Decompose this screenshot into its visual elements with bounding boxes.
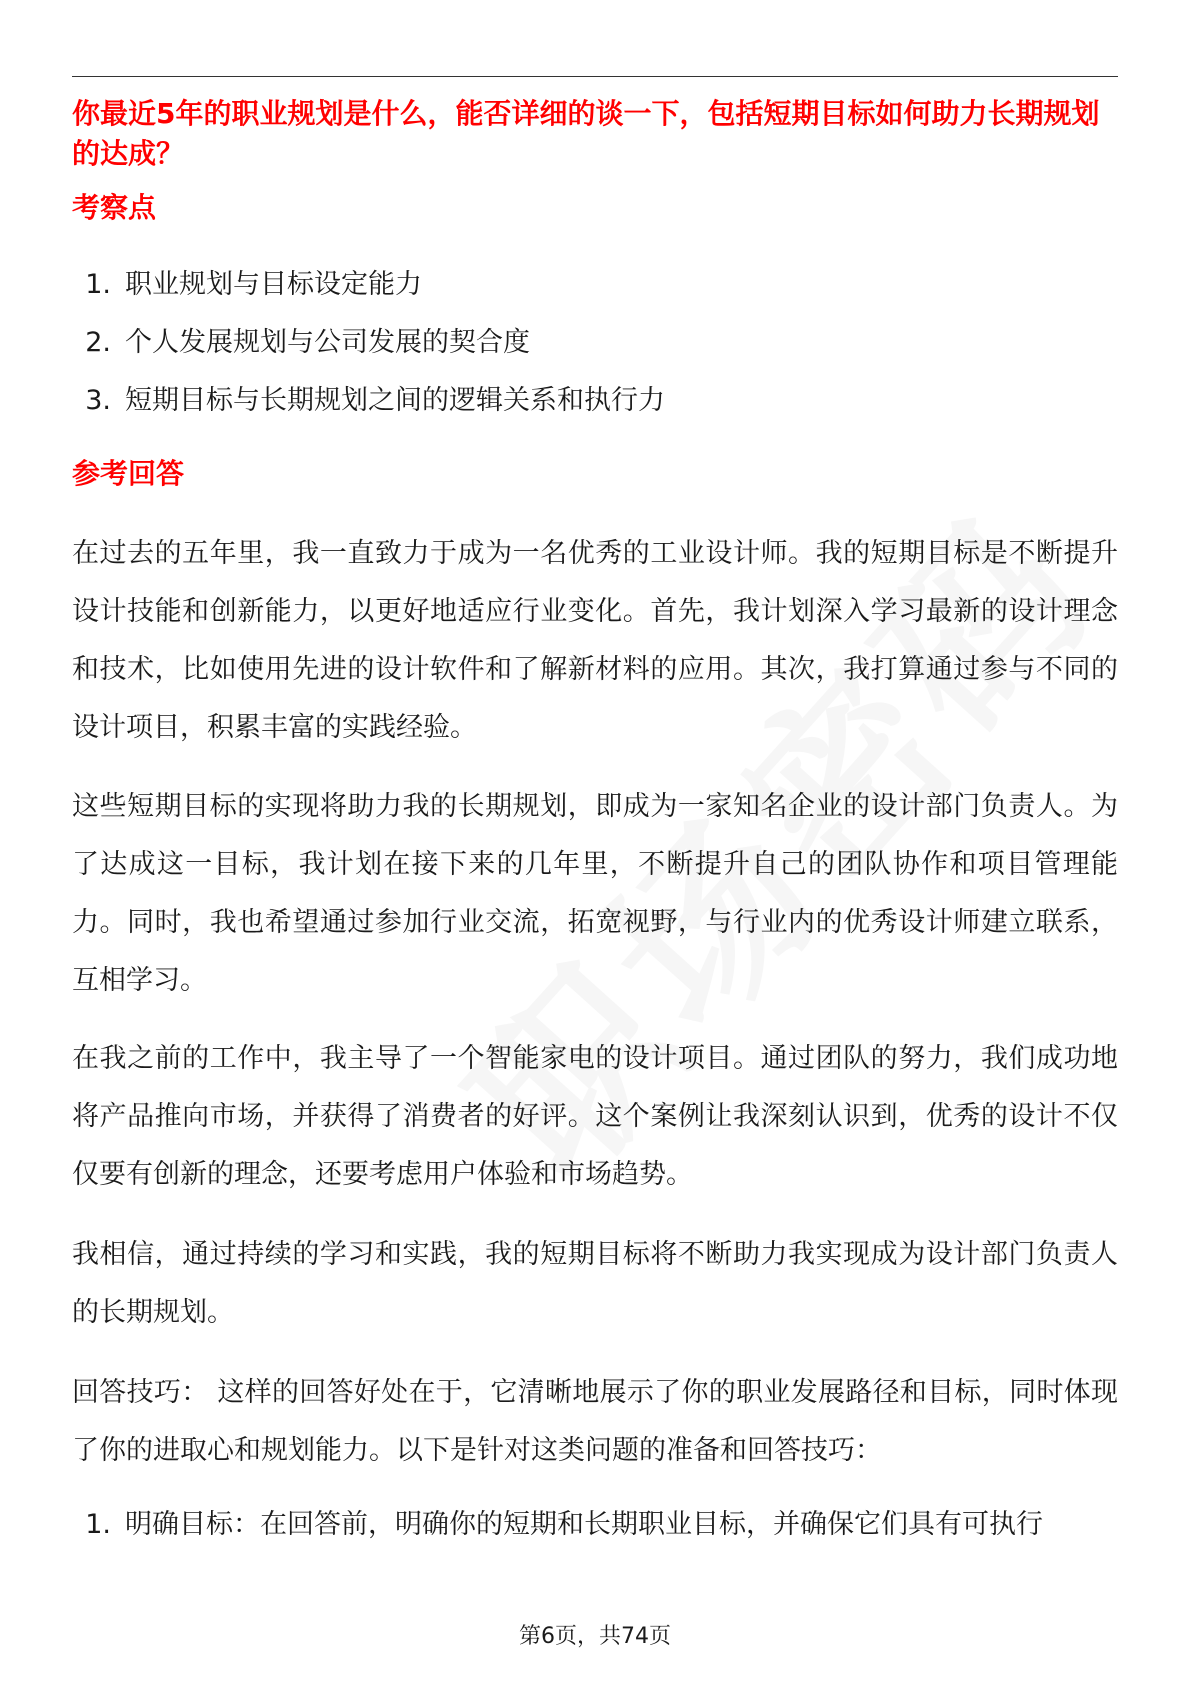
list-item (72, 266, 1118, 324)
list-item-number: 1. (85, 269, 111, 300)
section-heading-cankao: 参考回答 (72, 457, 185, 490)
list-item-number: 3. (85, 385, 111, 416)
page-footer: 第6页，共74页 (519, 1624, 671, 1649)
tips-list (72, 1506, 1118, 1546)
list-item-number: 1. (85, 1509, 111, 1540)
list-item-number: 2. (85, 327, 111, 358)
answer-paragraph-4: 我相信，通过持续的学习和实践，我的短期目标将不断助力我实现成为设计部门负责人的长期规划。 (72, 1239, 1118, 1328)
answer-paragraph-2: 这些短期目标的实现将助力我的长期规划，即成为一家知名企业的设计部门负责人。为了达成这一目标，我计划在接下来的几年里，不断提升自己的团队协作和项目管理能力。同时，我也希望通过参加行业交流，拓宽视野，与行业内的优秀设计师建立联系，互相学习。 (72, 791, 1118, 996)
answer-paragraph-3: 在我之前的工作中，我主导了一个智能家电的设计项目。通过团队的努力，我们成功地将产品推向市场，并获得了消费者的好评。这个案例让我深刻认识到，优秀的设计不仅仅要有创新的理念，还要考虑用户体验和市场趋势。 (72, 1043, 1118, 1190)
document-page (72, 0, 1118, 1684)
top-divider (72, 76, 1118, 77)
list-item-text: 职业规划与目标设定能力 (125, 269, 422, 300)
list-item-text: 明确目标：在回答前，明确你的短期和长期职业目标，并确保它们具有可执行 (125, 1509, 1043, 1540)
list-item-text: 短期目标与长期规划之间的逻辑关系和执行力 (125, 385, 665, 416)
list-item (72, 1506, 1118, 1546)
evaluation-points-list (72, 266, 1118, 440)
list-item (72, 382, 1118, 440)
answer-paragraph-1: 在过去的五年里，我一直致力于成为一名优秀的工业设计师。我的短期目标是不断提升设计技能和创新能力，以更好地适应行业变化。首先，我计划深入学习最新的设计理念和技术，比如使用先进的设计软件和了解新材料的应用。其次，我打算通过参与不同的设计项目，积累丰富的实践经验。 (72, 538, 1118, 743)
question-title: 你最近5年的职业规划是什么，能否详细的谈一下，包括短期目标如何助力长期规划的达成？ (72, 97, 1100, 170)
answer-tips-paragraph: 回答技巧： 这样的回答好处在于，它清晰地展示了你的职业发展路径和目标，同时体现了你的进取心和规划能力。以下是针对这类问题的准备和回答技巧： (72, 1377, 1118, 1466)
list-item (72, 324, 1118, 382)
section-heading-kaocha: 考察点 (72, 191, 157, 224)
list-item-text: 个人发展规划与公司发展的契合度 (125, 327, 530, 358)
